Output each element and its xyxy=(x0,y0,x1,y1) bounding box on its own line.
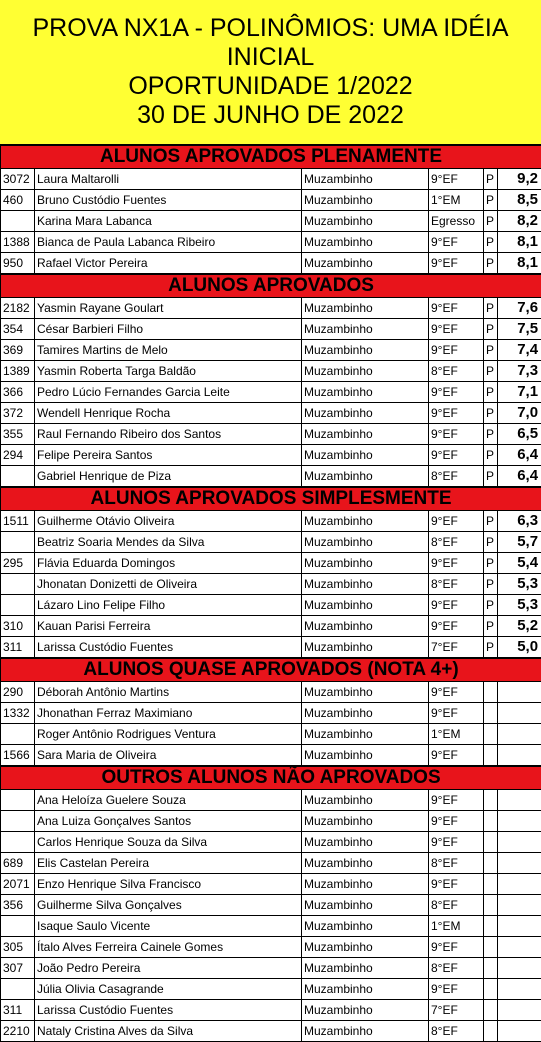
cell-score: 9,2 xyxy=(498,169,541,190)
cell-score: 8,1 xyxy=(498,253,541,274)
cell-id: 310 xyxy=(1,616,35,637)
cell-grade-level: 7°EF xyxy=(429,1000,484,1021)
cell-id: 356 xyxy=(1,895,35,916)
cell-score xyxy=(498,895,541,916)
cell-name: Ana Heloíza Guelere Souza xyxy=(35,790,302,811)
cell-name: Jhonathan Ferraz Maximiano xyxy=(35,703,302,724)
cell-grade-level: 9°EF xyxy=(429,790,484,811)
cell-city: Muzambinho xyxy=(302,553,429,574)
cell-city: Muzambinho xyxy=(302,958,429,979)
cell-score: 5,4 xyxy=(498,553,541,574)
cell-id: 689 xyxy=(1,853,35,874)
cell-status: P xyxy=(484,466,498,487)
table-row xyxy=(1,832,541,853)
cell-name: Beatriz Soaria Mendes da Silva xyxy=(35,532,302,553)
cell-id: 1389 xyxy=(1,361,35,382)
cell-grade-level: 9°EF xyxy=(429,382,484,403)
cell-name: Sara Maria de Oliveira xyxy=(35,745,302,766)
cell-city: Muzambinho xyxy=(302,211,429,232)
cell-grade-level: 9°EF xyxy=(429,616,484,637)
cell-score xyxy=(498,811,541,832)
cell-id: 1566 xyxy=(1,745,35,766)
cell-id xyxy=(1,595,35,616)
table-row xyxy=(1,424,541,445)
cell-status: P xyxy=(484,382,498,403)
table-row xyxy=(1,1000,541,1021)
table-row xyxy=(1,253,541,274)
cell-score: 6,5 xyxy=(498,424,541,445)
cell-name: Gabriel Henrique de Piza xyxy=(35,466,302,487)
cell-name: Bianca de Paula Labanca Ribeiro xyxy=(35,232,302,253)
cell-name: Jhonatan Donizetti de Oliveira xyxy=(35,574,302,595)
cell-status xyxy=(484,1021,498,1042)
cell-score xyxy=(498,853,541,874)
cell-grade-level: 8°EF xyxy=(429,853,484,874)
cell-grade-level: 8°EF xyxy=(429,895,484,916)
cell-status xyxy=(484,790,498,811)
section-heading: ALUNOS APROVADOS xyxy=(1,275,541,298)
cell-id xyxy=(1,811,35,832)
cell-city: Muzambinho xyxy=(302,445,429,466)
cell-status: P xyxy=(484,253,498,274)
cell-status: P xyxy=(484,298,498,319)
cell-status: P xyxy=(484,190,498,211)
cell-city: Muzambinho xyxy=(302,340,429,361)
cell-city: Muzambinho xyxy=(302,1021,429,1042)
cell-status xyxy=(484,682,498,703)
cell-name: Larissa Custódio Fuentes xyxy=(35,637,302,658)
cell-score: 8,5 xyxy=(498,190,541,211)
table-row xyxy=(1,853,541,874)
cell-name: Guilherme Otávio Oliveira xyxy=(35,511,302,532)
cell-grade-level: 9°EF xyxy=(429,298,484,319)
cell-city: Muzambinho xyxy=(302,745,429,766)
cell-city: Muzambinho xyxy=(302,703,429,724)
cell-grade-level: 9°EF xyxy=(429,811,484,832)
cell-city: Muzambinho xyxy=(302,724,429,745)
cell-id: 3072 xyxy=(1,169,35,190)
cell-grade-level: 9°EF xyxy=(429,832,484,853)
cell-grade-level: 9°EF xyxy=(429,511,484,532)
cell-id: 460 xyxy=(1,190,35,211)
cell-id: 369 xyxy=(1,340,35,361)
cell-status: P xyxy=(484,211,498,232)
cell-score: 5,7 xyxy=(498,532,541,553)
cell-status: P xyxy=(484,616,498,637)
cell-score xyxy=(498,1021,541,1042)
cell-name: Wendell Henrique Rocha xyxy=(35,403,302,424)
table-row xyxy=(1,616,541,637)
table-row xyxy=(1,511,541,532)
table-row xyxy=(1,211,541,232)
cell-name: Rafael Victor Pereira xyxy=(35,253,302,274)
cell-grade-level: 9°EF xyxy=(429,703,484,724)
cell-city: Muzambinho xyxy=(302,916,429,937)
cell-grade-level: 7°EF xyxy=(429,637,484,658)
table-row xyxy=(1,382,541,403)
cell-name: Yasmin Rayane Goulart xyxy=(35,298,302,319)
cell-city: Muzambinho xyxy=(302,811,429,832)
cell-score xyxy=(498,1000,541,1021)
cell-score: 7,4 xyxy=(498,340,541,361)
cell-id: 2071 xyxy=(1,874,35,895)
cell-name: Tamires Martins de Melo xyxy=(35,340,302,361)
cell-id: 305 xyxy=(1,937,35,958)
cell-score: 8,2 xyxy=(498,211,541,232)
cell-status: P xyxy=(484,637,498,658)
title-line: INICIAL xyxy=(226,43,315,71)
cell-city: Muzambinho xyxy=(302,1000,429,1021)
cell-score xyxy=(498,745,541,766)
table-row xyxy=(1,724,541,745)
table-row xyxy=(1,169,541,190)
cell-city: Muzambinho xyxy=(302,190,429,211)
cell-status: P xyxy=(484,424,498,445)
section-heading: ALUNOS APROVADOS PLENAMENTE xyxy=(1,146,541,169)
cell-id xyxy=(1,211,35,232)
cell-name: César Barbieri Filho xyxy=(35,319,302,340)
cell-status xyxy=(484,895,498,916)
cell-name: Larissa Custódio Fuentes xyxy=(35,1000,302,1021)
cell-grade-level: 9°EF xyxy=(429,340,484,361)
cell-id: 2182 xyxy=(1,298,35,319)
table-row xyxy=(1,916,541,937)
cell-grade-level: 1°EM xyxy=(429,916,484,937)
section-heading-row xyxy=(1,488,541,511)
cell-status: P xyxy=(484,532,498,553)
cell-status xyxy=(484,703,498,724)
cell-id: 366 xyxy=(1,382,35,403)
document-title xyxy=(0,0,541,145)
section-table xyxy=(0,274,541,487)
cell-name: Karina Mara Labanca xyxy=(35,211,302,232)
cell-id: 1388 xyxy=(1,232,35,253)
table-row xyxy=(1,298,541,319)
cell-name: Nataly Cristina Alves da Silva xyxy=(35,1021,302,1042)
cell-grade-level: 8°EF xyxy=(429,1021,484,1042)
cell-score: 6,4 xyxy=(498,445,541,466)
cell-score xyxy=(498,874,541,895)
cell-grade-level: 1°EM xyxy=(429,190,484,211)
table-row xyxy=(1,703,541,724)
cell-grade-level: 8°EF xyxy=(429,466,484,487)
cell-name: Júlia Olivia Casagrande xyxy=(35,979,302,1000)
table-row xyxy=(1,874,541,895)
cell-grade-level: 9°EF xyxy=(429,937,484,958)
section-heading-row xyxy=(1,767,541,790)
table-row xyxy=(1,553,541,574)
cell-id: 311 xyxy=(1,637,35,658)
cell-grade-level: 9°EF xyxy=(429,874,484,895)
cell-status xyxy=(484,937,498,958)
cell-name: Raul Fernando Ribeiro dos Santos xyxy=(35,424,302,445)
cell-name: Roger Antônio Rodrigues Ventura xyxy=(35,724,302,745)
cell-grade-level: 8°EF xyxy=(429,532,484,553)
cell-city: Muzambinho xyxy=(302,298,429,319)
cell-score: 7,5 xyxy=(498,319,541,340)
section-heading-row xyxy=(1,275,541,298)
table-row xyxy=(1,958,541,979)
cell-score xyxy=(498,916,541,937)
cell-id: 950 xyxy=(1,253,35,274)
cell-city: Muzambinho xyxy=(302,637,429,658)
cell-status: P xyxy=(484,595,498,616)
table-row xyxy=(1,190,541,211)
cell-score: 5,0 xyxy=(498,637,541,658)
cell-status: P xyxy=(484,340,498,361)
section-heading: OUTROS ALUNOS NÃO APROVADOS xyxy=(1,767,541,790)
table-row xyxy=(1,979,541,1000)
table-row xyxy=(1,532,541,553)
table-row xyxy=(1,811,541,832)
cell-score: 7,6 xyxy=(498,298,541,319)
cell-status xyxy=(484,1000,498,1021)
cell-id: 2210 xyxy=(1,1021,35,1042)
cell-name: Yasmin Roberta Targa Baldão xyxy=(35,361,302,382)
cell-city: Muzambinho xyxy=(302,424,429,445)
cell-status xyxy=(484,874,498,895)
cell-status: P xyxy=(484,319,498,340)
cell-grade-level: Egresso xyxy=(429,211,484,232)
cell-status: P xyxy=(484,553,498,574)
cell-city: Muzambinho xyxy=(302,532,429,553)
cell-id: 1332 xyxy=(1,703,35,724)
cell-grade-level: 9°EF xyxy=(429,253,484,274)
cell-score xyxy=(498,958,541,979)
cell-score xyxy=(498,832,541,853)
cell-id: 311 xyxy=(1,1000,35,1021)
table-row xyxy=(1,445,541,466)
cell-city: Muzambinho xyxy=(302,232,429,253)
cell-score xyxy=(498,703,541,724)
cell-city: Muzambinho xyxy=(302,511,429,532)
cell-id xyxy=(1,790,35,811)
cell-status xyxy=(484,832,498,853)
cell-city: Muzambinho xyxy=(302,169,429,190)
title-line: OPORTUNIDADE 1/2022 xyxy=(128,72,413,100)
cell-score: 5,3 xyxy=(498,595,541,616)
table-row xyxy=(1,574,541,595)
section-table xyxy=(0,766,541,1042)
cell-city: Muzambinho xyxy=(302,979,429,1000)
cell-score: 7,3 xyxy=(498,361,541,382)
cell-score: 5,3 xyxy=(498,574,541,595)
cell-city: Muzambinho xyxy=(302,253,429,274)
cell-score xyxy=(498,682,541,703)
table-row xyxy=(1,895,541,916)
cell-status: P xyxy=(484,445,498,466)
cell-grade-level: 9°EF xyxy=(429,553,484,574)
cell-score xyxy=(498,724,541,745)
cell-city: Muzambinho xyxy=(302,466,429,487)
cell-city: Muzambinho xyxy=(302,616,429,637)
cell-score xyxy=(498,979,541,1000)
cell-grade-level: 9°EF xyxy=(429,169,484,190)
cell-name: Bruno Custódio Fuentes xyxy=(35,190,302,211)
cell-grade-level: 9°EF xyxy=(429,595,484,616)
table-row xyxy=(1,319,541,340)
cell-grade-level: 1°EM xyxy=(429,724,484,745)
cell-status xyxy=(484,724,498,745)
cell-id xyxy=(1,574,35,595)
cell-city: Muzambinho xyxy=(302,790,429,811)
cell-name: Ítalo Alves Ferreira Cainele Gomes xyxy=(35,937,302,958)
cell-score: 8,1 xyxy=(498,232,541,253)
cell-id: 355 xyxy=(1,424,35,445)
table-row xyxy=(1,403,541,424)
cell-id: 307 xyxy=(1,958,35,979)
cell-grade-level: 9°EF xyxy=(429,445,484,466)
cell-name: Isaque Saulo Vicente xyxy=(35,916,302,937)
cell-city: Muzambinho xyxy=(302,595,429,616)
results-tables xyxy=(0,145,541,1042)
cell-name: Pedro Lúcio Fernandes Garcia Leite xyxy=(35,382,302,403)
cell-city: Muzambinho xyxy=(302,937,429,958)
cell-name: Kauan Parisi Ferreira xyxy=(35,616,302,637)
cell-id xyxy=(1,466,35,487)
cell-status xyxy=(484,853,498,874)
cell-name: Enzo Henrique Silva Francisco xyxy=(35,874,302,895)
cell-grade-level: 9°EF xyxy=(429,232,484,253)
cell-city: Muzambinho xyxy=(302,361,429,382)
cell-name: Guilherme Silva Gonçalves xyxy=(35,895,302,916)
cell-grade-level: 8°EF xyxy=(429,958,484,979)
cell-grade-level: 8°EF xyxy=(429,574,484,595)
cell-score: 7,0 xyxy=(498,403,541,424)
cell-name: Lázaro Lino Felipe Filho xyxy=(35,595,302,616)
cell-status xyxy=(484,745,498,766)
cell-grade-level: 9°EF xyxy=(429,403,484,424)
table-row xyxy=(1,232,541,253)
cell-city: Muzambinho xyxy=(302,382,429,403)
cell-score xyxy=(498,790,541,811)
cell-status: P xyxy=(484,169,498,190)
cell-status: P xyxy=(484,361,498,382)
section-heading: ALUNOS QUASE APROVADOS (NOTA 4+) xyxy=(1,659,541,682)
cell-status: P xyxy=(484,232,498,253)
cell-city: Muzambinho xyxy=(302,874,429,895)
cell-status: P xyxy=(484,403,498,424)
cell-id xyxy=(1,724,35,745)
cell-score: 5,2 xyxy=(498,616,541,637)
cell-id xyxy=(1,532,35,553)
cell-city: Muzambinho xyxy=(302,853,429,874)
cell-score: 6,3 xyxy=(498,511,541,532)
table-row xyxy=(1,361,541,382)
cell-grade-level: 9°EF xyxy=(429,424,484,445)
cell-name: Déborah Antônio Martins xyxy=(35,682,302,703)
cell-name: Ana Luiza Gonçalves Santos xyxy=(35,811,302,832)
cell-status xyxy=(484,958,498,979)
cell-id: 1511 xyxy=(1,511,35,532)
cell-name: Felipe Pereira Santos xyxy=(35,445,302,466)
cell-city: Muzambinho xyxy=(302,682,429,703)
section-heading-row xyxy=(1,659,541,682)
cell-grade-level: 9°EF xyxy=(429,745,484,766)
cell-id xyxy=(1,916,35,937)
section-table xyxy=(0,145,541,274)
cell-city: Muzambinho xyxy=(302,403,429,424)
cell-id: 295 xyxy=(1,553,35,574)
section-table xyxy=(0,487,541,658)
cell-status xyxy=(484,811,498,832)
cell-status: P xyxy=(484,574,498,595)
cell-name: Elis Castelan Pereira xyxy=(35,853,302,874)
table-row xyxy=(1,1021,541,1042)
title-line: PROVA NX1A - POLINÔMIOS: UMA IDÉIA xyxy=(32,14,509,42)
cell-status xyxy=(484,979,498,1000)
cell-id: 354 xyxy=(1,319,35,340)
table-row xyxy=(1,466,541,487)
table-row xyxy=(1,340,541,361)
table-row xyxy=(1,745,541,766)
cell-name: João Pedro Pereira xyxy=(35,958,302,979)
cell-id: 372 xyxy=(1,403,35,424)
cell-grade-level: 9°EF xyxy=(429,319,484,340)
section-heading: ALUNOS APROVADOS SIMPLESMENTE xyxy=(1,488,541,511)
cell-city: Muzambinho xyxy=(302,895,429,916)
cell-score: 6,4 xyxy=(498,466,541,487)
cell-name: Flávia Eduarda Domingos xyxy=(35,553,302,574)
table-row xyxy=(1,937,541,958)
cell-id xyxy=(1,832,35,853)
cell-city: Muzambinho xyxy=(302,319,429,340)
table-row xyxy=(1,637,541,658)
cell-id: 294 xyxy=(1,445,35,466)
title-line: 30 DE JUNHO DE 2022 xyxy=(137,101,404,129)
cell-city: Muzambinho xyxy=(302,574,429,595)
cell-score xyxy=(498,937,541,958)
cell-id xyxy=(1,979,35,1000)
cell-name: Laura Maltarolli xyxy=(35,169,302,190)
table-row xyxy=(1,790,541,811)
cell-city: Muzambinho xyxy=(302,832,429,853)
cell-grade-level: 8°EF xyxy=(429,361,484,382)
section-table xyxy=(0,658,541,766)
table-row xyxy=(1,682,541,703)
cell-status xyxy=(484,916,498,937)
cell-score: 7,1 xyxy=(498,382,541,403)
cell-id: 290 xyxy=(1,682,35,703)
section-heading-row xyxy=(1,146,541,169)
cell-name: Carlos Henrique Souza da Silva xyxy=(35,832,302,853)
table-row xyxy=(1,595,541,616)
cell-grade-level: 9°EF xyxy=(429,682,484,703)
cell-status: P xyxy=(484,511,498,532)
cell-grade-level: 9°EF xyxy=(429,979,484,1000)
